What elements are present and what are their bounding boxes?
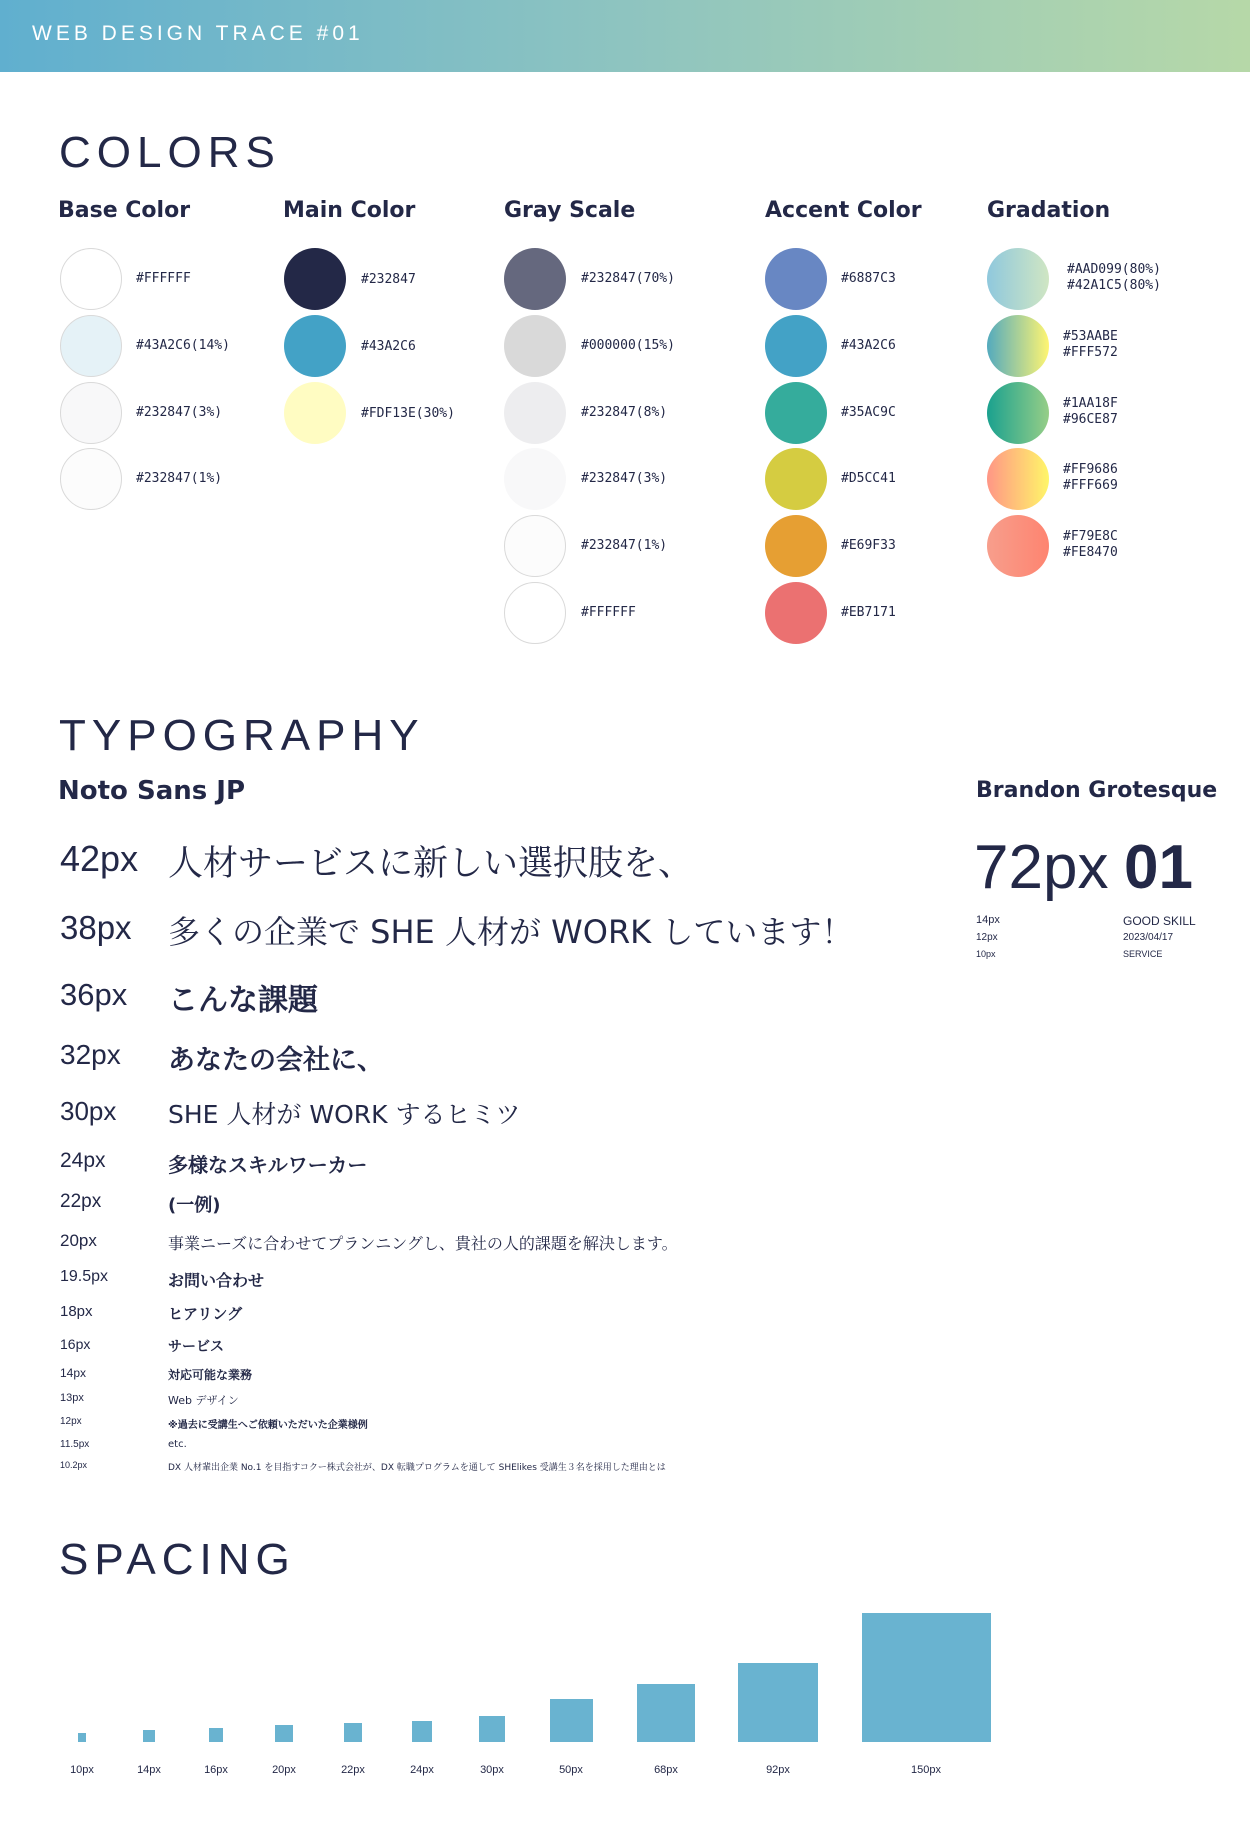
type-size-label: 30px <box>60 1096 117 1126</box>
gradation-hex <box>1063 462 1118 494</box>
gradation-swatch <box>987 315 1049 377</box>
gray-scale-title: Gray Scale <box>504 198 636 223</box>
accent-color-swatch <box>765 448 827 510</box>
spacing-square <box>637 1684 695 1742</box>
main-color-swatch <box>284 248 346 310</box>
type-sample: DX 人材輩出企業 No.1 を目指すコクー株式会社が、DX 転職プログラムを通して SHElikes 受講生３名を採用した理由とは <box>168 1463 666 1473</box>
main-color-hex: #FDF13E(30%) <box>361 406 455 421</box>
accent-color-hex: #35AC9C <box>841 405 896 420</box>
gradation-hex <box>1063 396 1118 428</box>
type-size-label: 36px <box>60 977 128 1012</box>
gray-scale-swatch <box>504 382 566 444</box>
accent-color-hex: #D5CC41 <box>841 471 896 486</box>
spacing-label: 10px <box>70 1764 94 1776</box>
spacing-square <box>412 1721 433 1742</box>
gradation-hex-from: #1AA18F <box>1063 396 1118 411</box>
type-sample: ※過去に受講生へご依頼いただいた企業様例 <box>168 1420 368 1431</box>
gray-scale-swatch <box>504 448 566 510</box>
spacing-label: 30px <box>480 1764 504 1776</box>
base-color-hex: #FFFFFF <box>136 271 191 286</box>
spacing-label: 68px <box>654 1764 678 1776</box>
brandon-font-title: Brandon Grotesque <box>976 778 1218 803</box>
base-color-swatch <box>60 248 122 310</box>
gray-scale-swatch <box>504 515 566 577</box>
accent-color-swatch <box>765 515 827 577</box>
gray-scale-hex: #000000(15%) <box>581 338 675 353</box>
brandon-size-label: 12px <box>976 932 998 943</box>
base-color-swatch <box>60 382 122 444</box>
brandon-bold-sample: 01 <box>1124 833 1193 902</box>
spacing-square <box>862 1613 991 1742</box>
type-size-label: 16px <box>60 1336 91 1352</box>
spacing-label: 24px <box>410 1764 434 1776</box>
gradation-hex <box>1063 529 1118 561</box>
gradation-swatch <box>987 448 1049 510</box>
spacing-square <box>275 1725 292 1742</box>
type-sample: お問い合わせ <box>168 1271 265 1290</box>
type-sample: 事業ニーズに合わせてプランニングし、貴社の人的課題を解決します。 <box>168 1234 678 1253</box>
gradation-hex <box>1063 329 1118 361</box>
spacing-label: 14px <box>137 1764 161 1776</box>
gradation-swatch <box>987 515 1049 577</box>
type-size-label: 19.5px <box>60 1268 109 1285</box>
gradation-hex-to: #96CE87 <box>1063 412 1118 427</box>
colors-section-title: COLORS <box>59 128 281 177</box>
type-sample: 多くの企業で SHE 人材が WORK しています！ <box>168 913 854 951</box>
noto-font-title: Noto Sans JP <box>58 776 246 806</box>
type-size-label: 42px <box>60 838 139 879</box>
base-color-swatch <box>60 315 122 377</box>
gradation-hex-from: #F79E8C <box>1063 529 1118 544</box>
type-size-label: 14px <box>60 1366 87 1380</box>
accent-color-swatch <box>765 315 827 377</box>
base-color-hex: #232847(1%) <box>136 471 223 486</box>
base-color-swatch <box>60 448 122 510</box>
type-size-label: 13px <box>60 1392 84 1404</box>
type-sample: (一例) <box>168 1195 221 1216</box>
spacing-square <box>479 1716 505 1742</box>
brandon-size-label: 14px <box>976 914 1000 926</box>
spacing-square <box>143 1730 155 1742</box>
gray-scale-hex: #FFFFFF <box>581 605 636 620</box>
accent-color-hex: #6887C3 <box>841 271 896 286</box>
brandon-size-sample: 72px <box>974 833 1109 902</box>
spacing-label: 92px <box>766 1764 790 1776</box>
brandon-sample: GOOD SKILL <box>1123 914 1196 928</box>
gray-scale-swatch <box>504 582 566 644</box>
base-color-hex: #232847(3%) <box>136 405 223 420</box>
gray-scale-swatch <box>504 315 566 377</box>
accent-color-swatch <box>765 248 827 310</box>
spacing-label: 22px <box>341 1764 365 1776</box>
type-size-label: 12px <box>60 1416 82 1427</box>
gradation-hex-from: #53AABE <box>1063 329 1118 344</box>
spacing-label: 16px <box>204 1764 228 1776</box>
type-sample: 多様なスキルワーカー <box>168 1153 368 1177</box>
type-size-label: 22px <box>60 1191 102 1212</box>
spacing-label: 50px <box>559 1764 583 1776</box>
type-size-label: 11.5px <box>60 1439 90 1450</box>
gray-scale-hex: #232847(3%) <box>581 471 668 486</box>
main-color-swatch <box>284 315 346 377</box>
header-title: WEB DESIGN TRACE #01 <box>32 22 364 45</box>
type-size-label: 32px <box>60 1039 121 1070</box>
main-color-title: Main Color <box>283 198 416 223</box>
gradation-hex-to: #FFF572 <box>1063 345 1118 360</box>
gradation-hex-from: #FF9686 <box>1063 462 1118 477</box>
gray-scale-hex: #232847(8%) <box>581 405 668 420</box>
brandon-size-label: 10px <box>976 949 996 959</box>
type-sample: あなたの会社に、 <box>168 1045 384 1076</box>
brandon-sample: SERVICE <box>1123 949 1163 959</box>
type-sample: etc. <box>168 1439 187 1450</box>
gradation-title: Gradation <box>987 198 1111 223</box>
main-color-hex: #43A2C6 <box>361 339 416 354</box>
gradation-swatch <box>987 382 1049 444</box>
accent-color-swatch <box>765 582 827 644</box>
accent-color-swatch <box>765 382 827 444</box>
accent-color-hex: #EB7171 <box>841 605 896 620</box>
gray-scale-swatch <box>504 248 566 310</box>
type-sample: 対応可能な業務 <box>168 1368 253 1382</box>
spacing-label: 20px <box>272 1764 296 1776</box>
gradation-hex <box>1067 262 1161 294</box>
gradation-hex-to: #FE8470 <box>1063 545 1118 560</box>
spacing-square <box>550 1699 593 1742</box>
type-size-label: 10.2px <box>60 1460 88 1470</box>
gradation-hex-from: #AAD099(80%) <box>1067 262 1161 277</box>
spacing-square <box>209 1728 223 1742</box>
type-size-label: 20px <box>60 1231 97 1250</box>
type-sample: Web デザイン <box>168 1394 239 1407</box>
spacing-label: 150px <box>911 1764 941 1776</box>
header-banner <box>0 0 1250 72</box>
gradation-swatch <box>987 248 1049 310</box>
accent-color-hex: #E69F33 <box>841 538 896 553</box>
type-size-label: 24px <box>60 1149 106 1172</box>
gray-scale-hex: #232847(70%) <box>581 271 675 286</box>
type-sample: 人材サービスに新しい選択肢を、 <box>168 844 694 884</box>
gray-scale-hex: #232847(1%) <box>581 538 668 553</box>
gradation-hex-to: #42A1C5(80%) <box>1067 278 1161 293</box>
brandon-sample: 2023/04/17 <box>1123 932 1174 943</box>
spacing-square <box>78 1733 87 1742</box>
spacing-section-title: SPACING <box>59 1535 296 1584</box>
spacing-square <box>344 1723 363 1742</box>
type-sample: こんな課題 <box>168 983 318 1018</box>
base-color-hex: #43A2C6(14%) <box>136 338 230 353</box>
base-color-title: Base Color <box>58 198 191 223</box>
type-size-label: 18px <box>60 1303 93 1320</box>
main-color-hex: #232847 <box>361 272 416 287</box>
typography-section-title: TYPOGRAPHY <box>59 711 425 760</box>
type-sample: サービス <box>168 1339 224 1355</box>
accent-color-hex: #43A2C6 <box>841 338 896 353</box>
accent-color-title: Accent Color <box>765 198 922 223</box>
type-sample: ヒアリング <box>168 1305 243 1323</box>
gradation-hex-to: #FFF669 <box>1063 478 1118 493</box>
main-color-swatch <box>284 382 346 444</box>
type-size-label: 38px <box>60 909 132 946</box>
spacing-square <box>738 1663 817 1742</box>
type-sample: SHE 人材が WORK するヒミツ <box>168 1100 521 1129</box>
